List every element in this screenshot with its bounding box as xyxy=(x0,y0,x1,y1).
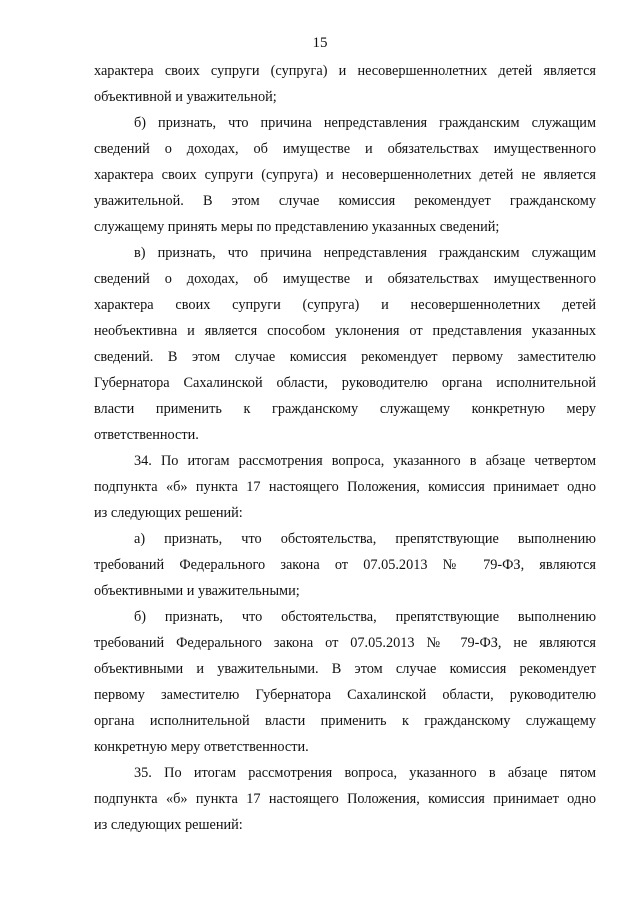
text-line: из следующих решений: xyxy=(94,817,243,833)
text-line: органа исполнительной власти применить к гражданскому служащему xyxy=(94,713,596,729)
text-line: характера своих супруги (супруга) и несовершеннолетних детей является xyxy=(94,63,596,79)
text-line: 34. По итогам рассмотрения вопроса, указанного в абзаце четвертом xyxy=(134,453,596,469)
text-line: объективной и уважительной; xyxy=(94,89,277,105)
text-line: подпункта «б» пункта 17 настоящего Положения, комиссия принимает одно xyxy=(94,791,596,807)
text-line: объективными и уважительными; xyxy=(94,583,300,599)
text-line: сведений о доходах, об имуществе и обязательствах имущественного xyxy=(94,141,596,157)
text-line: б) признать, что причина непредставления гражданским служащим xyxy=(134,115,596,131)
text-line: требований Федерального закона от 07.05.2013 № 79-ФЗ, являются xyxy=(94,557,596,573)
text-line: подпункта «б» пункта 17 настоящего Положения, комиссия принимает одно xyxy=(94,479,596,495)
text-line: сведений о доходах, об имуществе и обязательствах имущественного xyxy=(94,271,596,287)
text-line: служащему принять меры по представлению указанных сведений; xyxy=(94,219,500,235)
text-line: необъективна и является способом уклонения от представления указанных xyxy=(94,323,596,339)
text-line: 35. По итогам рассмотрения вопроса, указанного в абзаце пятом xyxy=(134,765,596,781)
text-line: а) признать, что обстоятельства, препятствующие выполнению xyxy=(134,531,596,547)
text-line: власти применить к гражданскому служащему конкретную меру xyxy=(94,401,596,417)
text-line: из следующих решений: xyxy=(94,505,243,521)
text-line: б) признать, что обстоятельства, препятствующие выполнению xyxy=(134,609,596,625)
text-line: конкретную меру ответственности. xyxy=(94,739,309,755)
text-line: Губернатора Сахалинской области, руководителю органа исполнительной xyxy=(94,375,596,391)
text-line: объективными и уважительными. В этом случае комиссия рекомендует xyxy=(94,661,596,677)
text-line: первому заместителю Губернатора Сахалинской области, руководителю xyxy=(94,687,596,703)
text-line: требований Федерального закона от 07.05.2013 № 79-ФЗ, не являются xyxy=(94,635,596,651)
page-number: 15 xyxy=(312,35,328,51)
text-line: характера своих супруги (супруга) и несовершеннолетних детей xyxy=(94,297,596,313)
text-line: ответственности. xyxy=(94,427,199,443)
document-body xyxy=(94,58,596,838)
text-line: в) признать, что причина непредставления гражданским служащим xyxy=(134,245,596,261)
text-line: сведений. В этом случае комиссия рекомендует первому заместителю xyxy=(94,349,596,365)
text-line: характера своих супруги (супруга) и несовершеннолетних детей не является xyxy=(94,167,596,183)
text-line: уважительной. В этом случае комиссия рекомендует гражданскому xyxy=(94,193,596,209)
